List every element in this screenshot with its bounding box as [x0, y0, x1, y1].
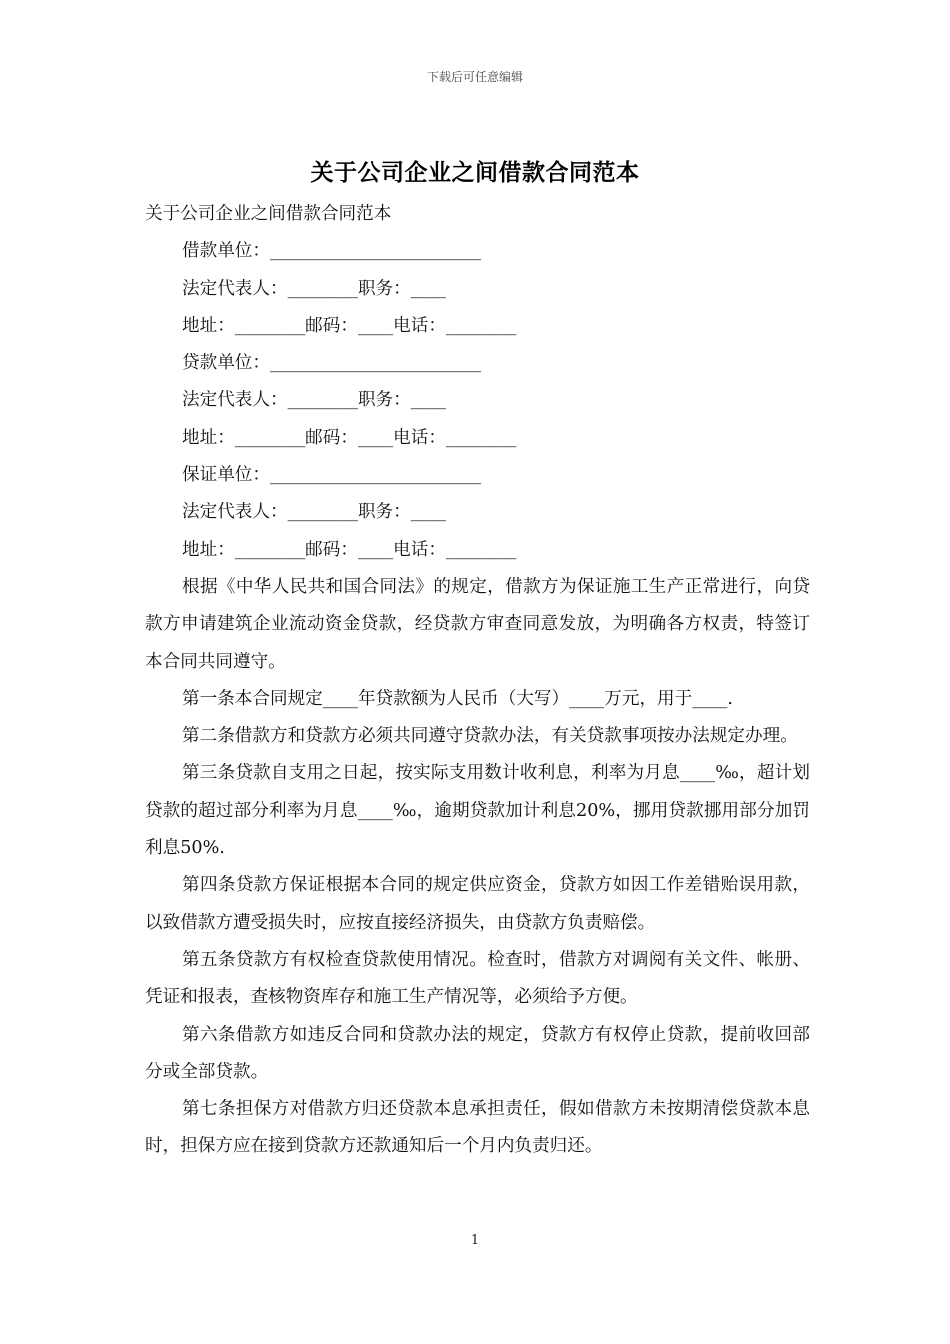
paragraph-article-6: 第六条借款方如违反合同和贷款办法的规定，贷款方有权停止贷款，提前收回部分或全部贷款。 — [145, 1024, 810, 1082]
paragraph-article-1: 第一条本合同规定____年贷款额为人民币（大写）____万元，用于____. — [182, 688, 734, 709]
field-guarantor-unit: 保证单位：________________________ — [182, 465, 482, 486]
field-guarantor-representative: 法定代表人：________职务：____ — [182, 502, 446, 523]
document-body — [145, 196, 810, 1166]
document-title: 关于公司企业之间借款合同范本 — [310, 160, 640, 186]
paragraph-article-7: 第七条担保方对借款方归还贷款本息承担责任，假如借款方未按期清偿贷款本息时，担保方应在接到贷款方还款通知后一个月内负责归还。 — [145, 1099, 810, 1157]
paragraph-article-4: 第四条贷款方保证根据本合同的规定供应资金，贷款方如因工作差错贻误用款，以致借款方遭受损失时，应按直接经济损失，由贷款方负责赔偿。 — [145, 875, 810, 933]
paragraph-article-2: 第二条借款方和贷款方必须共同遵守贷款办法，有关贷款事项按办法规定办理。 — [182, 726, 798, 747]
field-borrower-representative: 法定代表人：________职务：____ — [182, 278, 446, 299]
field-lender-address: 地址：________邮码：____电话：________ — [182, 427, 517, 448]
field-borrower-address: 地址：________邮码：____电话：________ — [182, 315, 517, 336]
page-number: 1 — [470, 1233, 480, 1248]
header-note: 下载后可任意编辑 — [426, 70, 523, 84]
field-lender-representative: 法定代表人：________职务：____ — [182, 390, 446, 411]
paragraph-preamble: 根据《中华人民共和国合同法》的规定，借款方为保证施工生产正常进行，向贷款方申请建筑企业流动资金贷款，经贷款方审查同意发放，为明确各方权责，特签订本合同共同遵守。 — [145, 576, 810, 672]
paragraph-article-5: 第五条贷款方有权检查贷款使用情况。检查时，借款方对调阅有关文件、帐册、凭证和报表，查核物资库存和施工生产情况等，必须给予方便。 — [145, 949, 810, 1008]
field-lender-unit: 贷款单位：________________________ — [182, 353, 482, 374]
paragraph-article-3: 第三条贷款自支用之日起，按实际支用数计收利息，利率为月息____‰，超计划贷款的超过部分利率为月息____‰，逾期贷款加计利息20%，挪用贷款挪用部分加罚利息50%. — [145, 763, 810, 859]
document-subtitle: 关于公司企业之间借款合同范本 — [145, 204, 392, 224]
field-guarantor-address: 地址：________邮码：____电话：________ — [182, 539, 517, 560]
field-borrower-unit: 借款单位：________________________ — [182, 241, 482, 262]
